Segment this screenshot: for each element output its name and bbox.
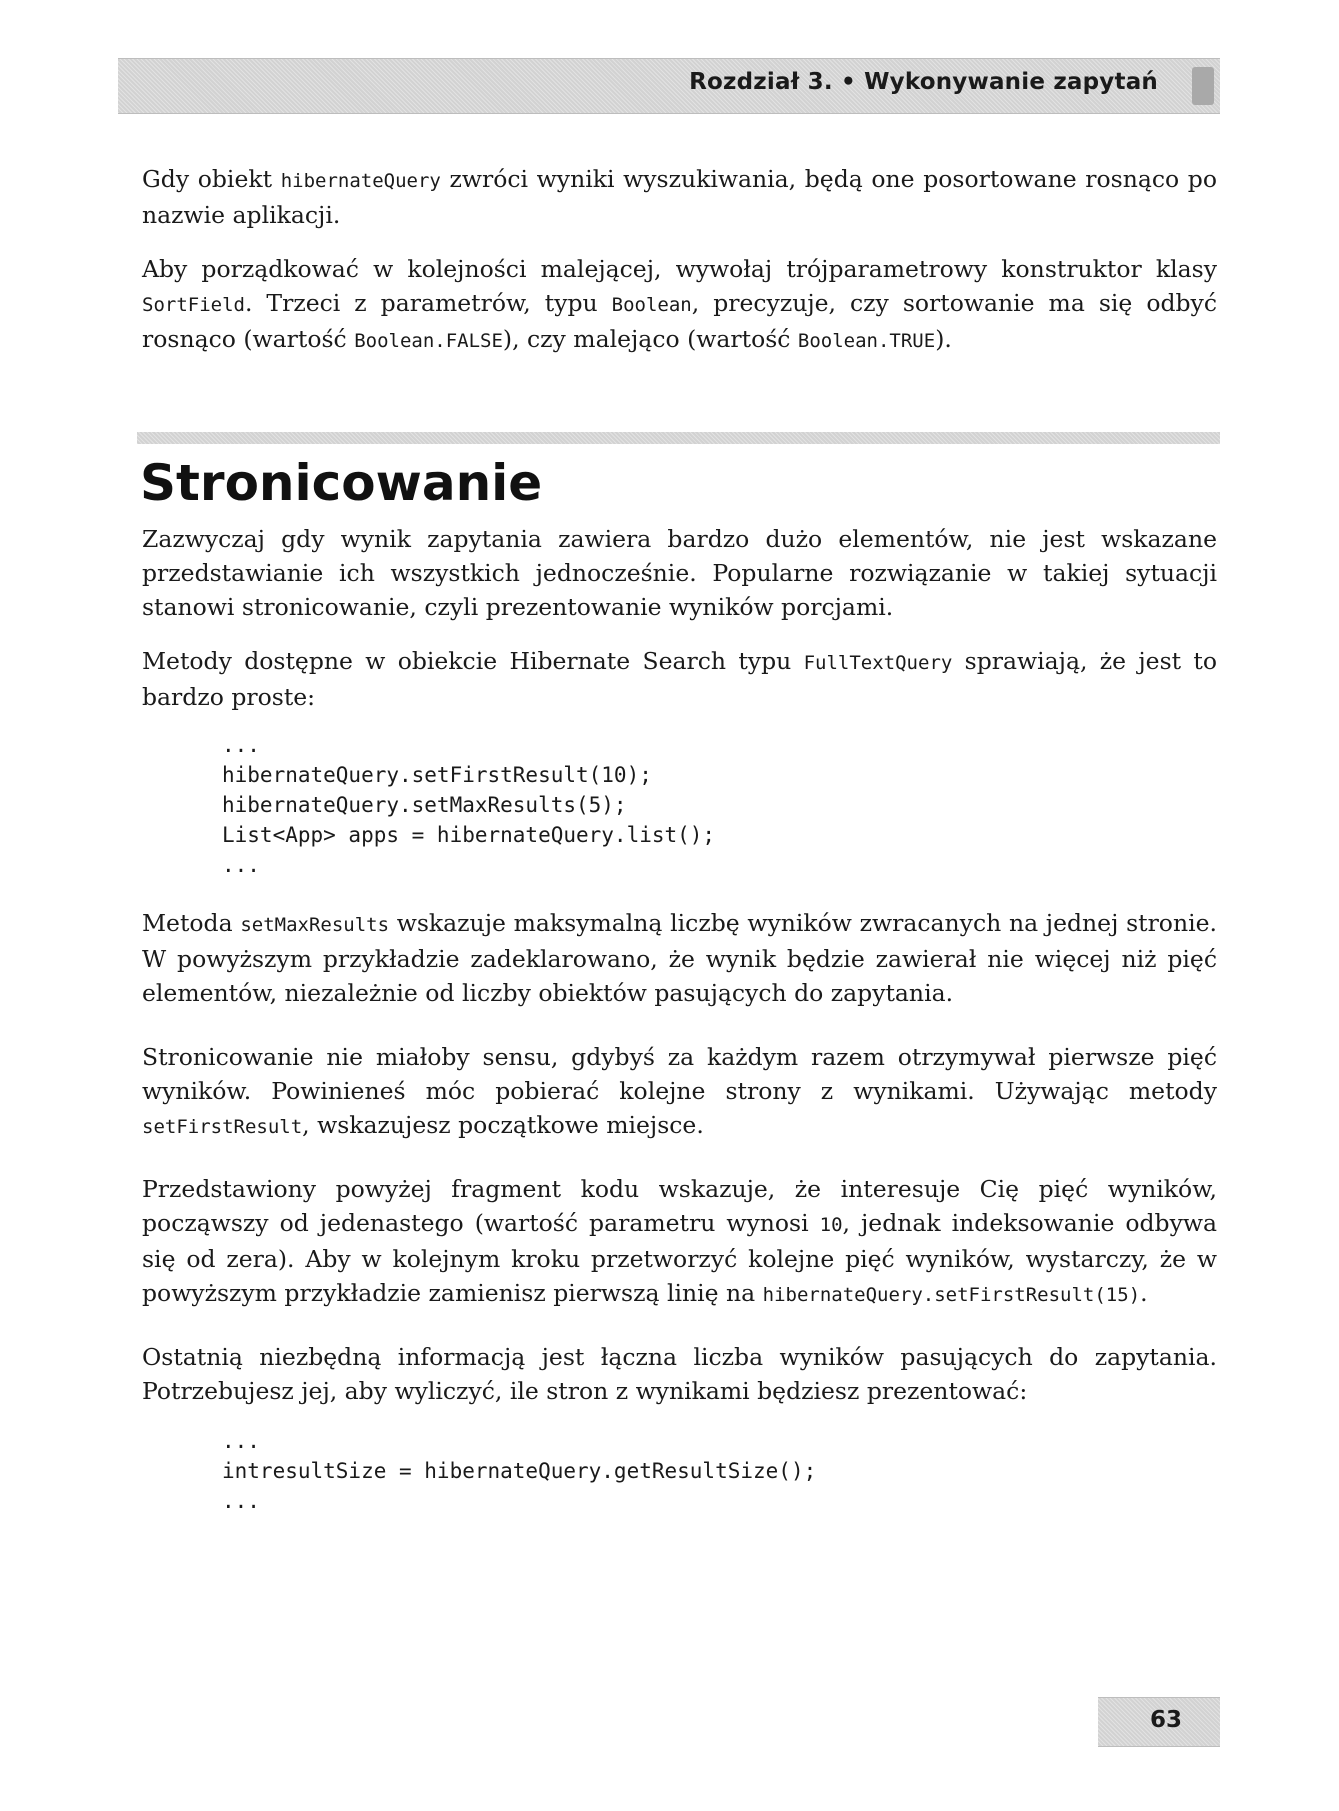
paragraph-result-size	[142, 1340, 1217, 1408]
text-run: ).	[935, 325, 952, 353]
text-run: Gdy obiekt	[142, 165, 281, 193]
text-run: Stronicowanie nie miałoby sensu, gdybyś za każdym razem otrzymywał pierwsze pięć wyników. Powinieneś móc pobierać kolejne strony z wynikami. Używając metody	[142, 1043, 1217, 1105]
text-run: , wskazujesz początkowe miejsce.	[302, 1111, 704, 1139]
text-run: . Trzeci z parametrów, typu	[244, 289, 612, 317]
inline-code: setMaxResults	[240, 914, 390, 936]
text-run: zwróci wyniki wyszukiwania, będą one posortowane rosnąco po nazwie aplikacji.	[142, 165, 1217, 229]
inline-code: 10	[819, 1214, 843, 1236]
running-header-title: Rozdział 3. • Wykonywanie zapytań	[689, 69, 1158, 95]
paragraph-sort-descending	[142, 252, 1217, 358]
text-run: , precyzuje, czy sortowanie ma się odbyć rosnąco (wartość	[142, 289, 1217, 353]
paragraph-setmaxresults	[142, 906, 1217, 1010]
text-run: Metoda	[142, 909, 241, 937]
inline-code: SortField	[142, 294, 245, 316]
inline-code: hibernateQuery.setFirstResult(15)	[762, 1284, 1141, 1306]
running-header	[118, 58, 1220, 114]
page-number: 63	[1149, 1707, 1182, 1733]
inline-code: Boolean.TRUE	[797, 330, 936, 352]
text-run: Aby porządkować w kolejności malejącej, wywołaj trójparametrowy konstruktor klasy	[142, 255, 1217, 283]
inline-code: Boolean	[611, 294, 692, 316]
text-run: , jednak indeksowanie odbywa się od zera). Aby w kolejnym kroku przetworzyć kolejne pięć wyników, wystarczy, że w powyższym przykładzie zamienisz pierwszą linię na	[142, 1209, 1218, 1307]
paragraph-setfirstresult	[142, 1040, 1217, 1144]
inline-code: hibernateQuery	[280, 170, 441, 192]
text-run: sprawiają, że jest to bardzo proste:	[142, 647, 1218, 711]
inline-code: setFirstResult	[142, 1116, 303, 1138]
paragraph-fulltextquery	[142, 644, 1217, 714]
text-run: Zazwyczaj gdy wynik zapytania zawiera bardzo dużo elementów, nie jest wskazane przedstawianie ich wszystkich jednocześnie. Popularne rozwiązanie w takiej sytuacji stanowi stronicowanie, czyli prezentowanie wyników porcjami.	[142, 525, 1217, 621]
text-run: wskazuje maksymalną liczbę wyników zwracanych na jednej stronie. W powyższym przykładzie zadeklarowano, że wynik będzie zawierał nie więcej niż pięć elementów, niezależnie od liczby obiektów pasujących do zapytania.	[142, 909, 1217, 1007]
text-run: Metody dostępne w obiekcie Hibernate Search typu	[142, 647, 804, 675]
inline-code: Boolean.FALSE	[354, 330, 503, 352]
text-run: Przedstawiony powyżej fragment kodu wskazuje, że interesuje Cię pięć wyników, począwszy od jedenastego (wartość parametru wynosi	[142, 1175, 1217, 1237]
text-run: .	[1140, 1279, 1148, 1307]
inline-code: FullTextQuery	[803, 652, 953, 674]
paragraph-paging-intro	[142, 522, 1217, 624]
code-block-paging: ... hibernateQuery.setFirstResult(10); hibernateQuery.setMaxResults(5); List<App> apps = hibernateQuery.list(); ...	[222, 733, 716, 877]
section-heading: Stronicowanie	[140, 454, 543, 512]
page-number-box	[1098, 1697, 1220, 1747]
text-run: Ostatnią niezbędną informacją jest łączna liczba wyników pasujących do zapytania. Potrzebujesz jej, aby wyliczyć, ile stron z wynikami będziesz prezentować:	[142, 1343, 1217, 1405]
paragraph-sort-result	[142, 162, 1217, 232]
section-divider	[137, 432, 1220, 444]
header-tab-marker	[1192, 67, 1214, 105]
paragraph-offset-explanation	[142, 1172, 1217, 1312]
code-block-result-size: ... intresultSize = hibernateQuery.getResultSize(); ...	[222, 1429, 817, 1513]
text-run: ), czy malejąco (wartość	[502, 325, 798, 353]
